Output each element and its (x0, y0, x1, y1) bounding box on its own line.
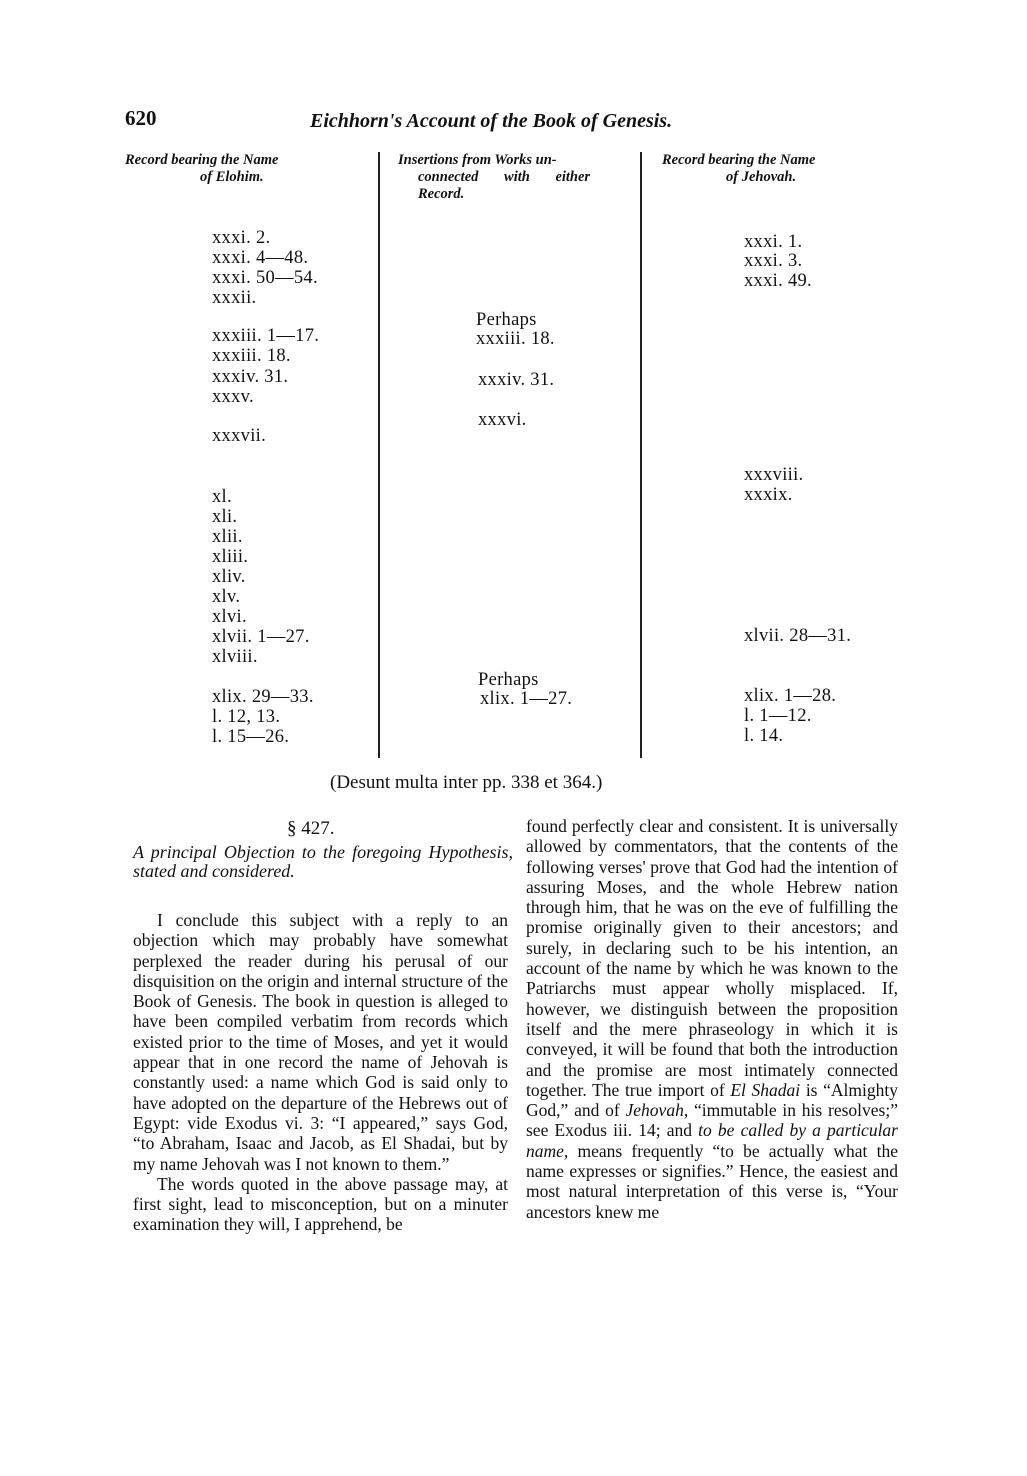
page-number: 620 (125, 106, 157, 130)
paragraph (526, 816, 898, 1222)
elohim-entry: xxxii. (212, 288, 257, 308)
elohim-entry: xlv. (212, 587, 241, 607)
elohim-entry: xxxiii. 1—17. (212, 326, 320, 346)
header-jehovah-line1: Record bearing the Name (662, 152, 816, 168)
emphasis-jehovah: Jehovah (625, 1100, 684, 1121)
insertion-entry: xxxiii. 18. (476, 329, 555, 349)
jehovah-entry: l. 14. (744, 726, 784, 746)
column-rule-right (640, 152, 642, 758)
elohim-entry: xlvii. 1—27. (212, 627, 310, 647)
insertion-entry: xlix. 1—27. (480, 689, 573, 709)
elohim-entry: l. 15—26. (212, 727, 290, 747)
column-rule-left (378, 152, 380, 758)
jehovah-entry: l. 1—12. (744, 706, 812, 726)
elohim-entry: xlvi. (212, 607, 247, 627)
body-column-right (526, 816, 898, 1222)
body-column-left (133, 910, 508, 1235)
header-elohim-line2: of Elohim. (200, 169, 264, 185)
header-elohim (125, 152, 370, 186)
insertion-entry: Perhaps (476, 310, 537, 330)
header-jehovah (662, 152, 902, 186)
jehovah-entry: xxxviii. (744, 465, 804, 485)
jehovah-entry: xxxix. (744, 485, 793, 505)
elohim-entry: xxxv. (212, 387, 254, 407)
elohim-entry: xxxiv. 31. (212, 367, 289, 387)
elohim-entry: xlviii. (212, 647, 258, 667)
elohim-entry: xl. (212, 487, 232, 507)
emphasis-el-shadai: El Shadai (730, 1079, 801, 1100)
header-elohim-line1: Record bearing the Name (125, 152, 279, 168)
elohim-entry: xxxi. 50—54. (212, 268, 318, 288)
insertion-entry: xxxvi. (478, 410, 527, 430)
header-insertions-line3: Record. (418, 186, 465, 202)
running-title: Eichhorn's Account of the Book of Genesis. (310, 110, 673, 132)
elohim-entry: xlii. (212, 527, 243, 547)
section-number: § 427. (287, 818, 335, 839)
elohim-entry: xxxi. 4—48. (212, 248, 309, 268)
header-jehovah-line2: of Jehovah. (726, 169, 797, 185)
elohim-entry: xliv. (212, 567, 246, 587)
jehovah-entry: xxxi. 1. (744, 232, 803, 252)
text-run: found perfectly clear and consistent. It is universally allowed by commentators, that the contents of the following verses' prove that God had the intention of assuring Moses, and the whole Hebrew nation through him, that he was on the eve of fulfilling the promise originally given to their ancestors; and surely, in declaring such to be his intention, an account of the name by which he was known to the Patriarchs must appear wholly misplaced. If, however, we distinguish between the proposition itself and the mere phraseology in which it is conveyed, it will be found that both the introduction and the promise are most intimately connected together. The true import of (526, 816, 898, 1100)
paragraph: I conclude this subject with a reply to an objection which may probably have somewhat perplexed the reader during his perusal of our disquisition on the origin and internal structure of the Book of Genesis. The book in question is alleged to have been compiled verbatim from records which existed prior to the time of Moses, and yet it would appear that in one record the name of Jehovah is constantly used: a name which God is said only to have adopted on the departure of the Hebrews out of Egypt: vide Exodus vi. 3: “I appeared,” says God, “to Abraham, Isaac and Jacob, as El Shadai, but by my name Jehovah was I not known to them.” (133, 910, 508, 1174)
omission-note: (Desunt multa inter pp. 338 et 364.) (330, 772, 603, 793)
jehovah-entry: xlix. 1—28. (744, 686, 837, 706)
insertion-entry: Perhaps (478, 670, 539, 690)
jehovah-entry: xlvii. 28—31. (744, 626, 852, 646)
jehovah-entry: xxxi. 3. (744, 251, 803, 271)
insertion-entry: xxxiv. 31. (478, 370, 555, 390)
text-run: means frequently “to be actually what the name expresses or signifies.” Hence, the easiest and most natural interpretation of this verse is, “Your ancestors knew me (526, 1140, 898, 1222)
elohim-entry: xxxi. 2. (212, 228, 271, 248)
elohim-entry: xliii. (212, 547, 249, 567)
header-insertions (398, 152, 638, 203)
elohim-entry: xxxiii. 18. (212, 346, 291, 366)
elohim-entry: l. 12, 13. (212, 707, 281, 727)
jehovah-entry: xxxi. 49. (744, 271, 812, 291)
elohim-entry: xlix. 29—33. (212, 687, 314, 707)
elohim-entry: xli. (212, 507, 238, 527)
header-insertions-line1: Insertions from Works un- (398, 152, 557, 168)
elohim-entry: xxxvii. (212, 426, 267, 446)
emphasis-particular-name: to be called by a particular name, (526, 1120, 898, 1161)
paragraph: The words quoted in the above passage may, at first sight, lead to misconception, but on a minuter examination they will, I apprehend, be (133, 1173, 508, 1235)
header-insertions-line2: connected with either (418, 169, 591, 185)
section-title: A principal Objection to the foregoing Hypothesis, stated and considered. (133, 842, 513, 881)
text-run: is “Almighty God,” and of (526, 1079, 898, 1121)
text-run: , “immutable in his resolves;” see Exodus iii. 14; and (526, 1100, 898, 1141)
